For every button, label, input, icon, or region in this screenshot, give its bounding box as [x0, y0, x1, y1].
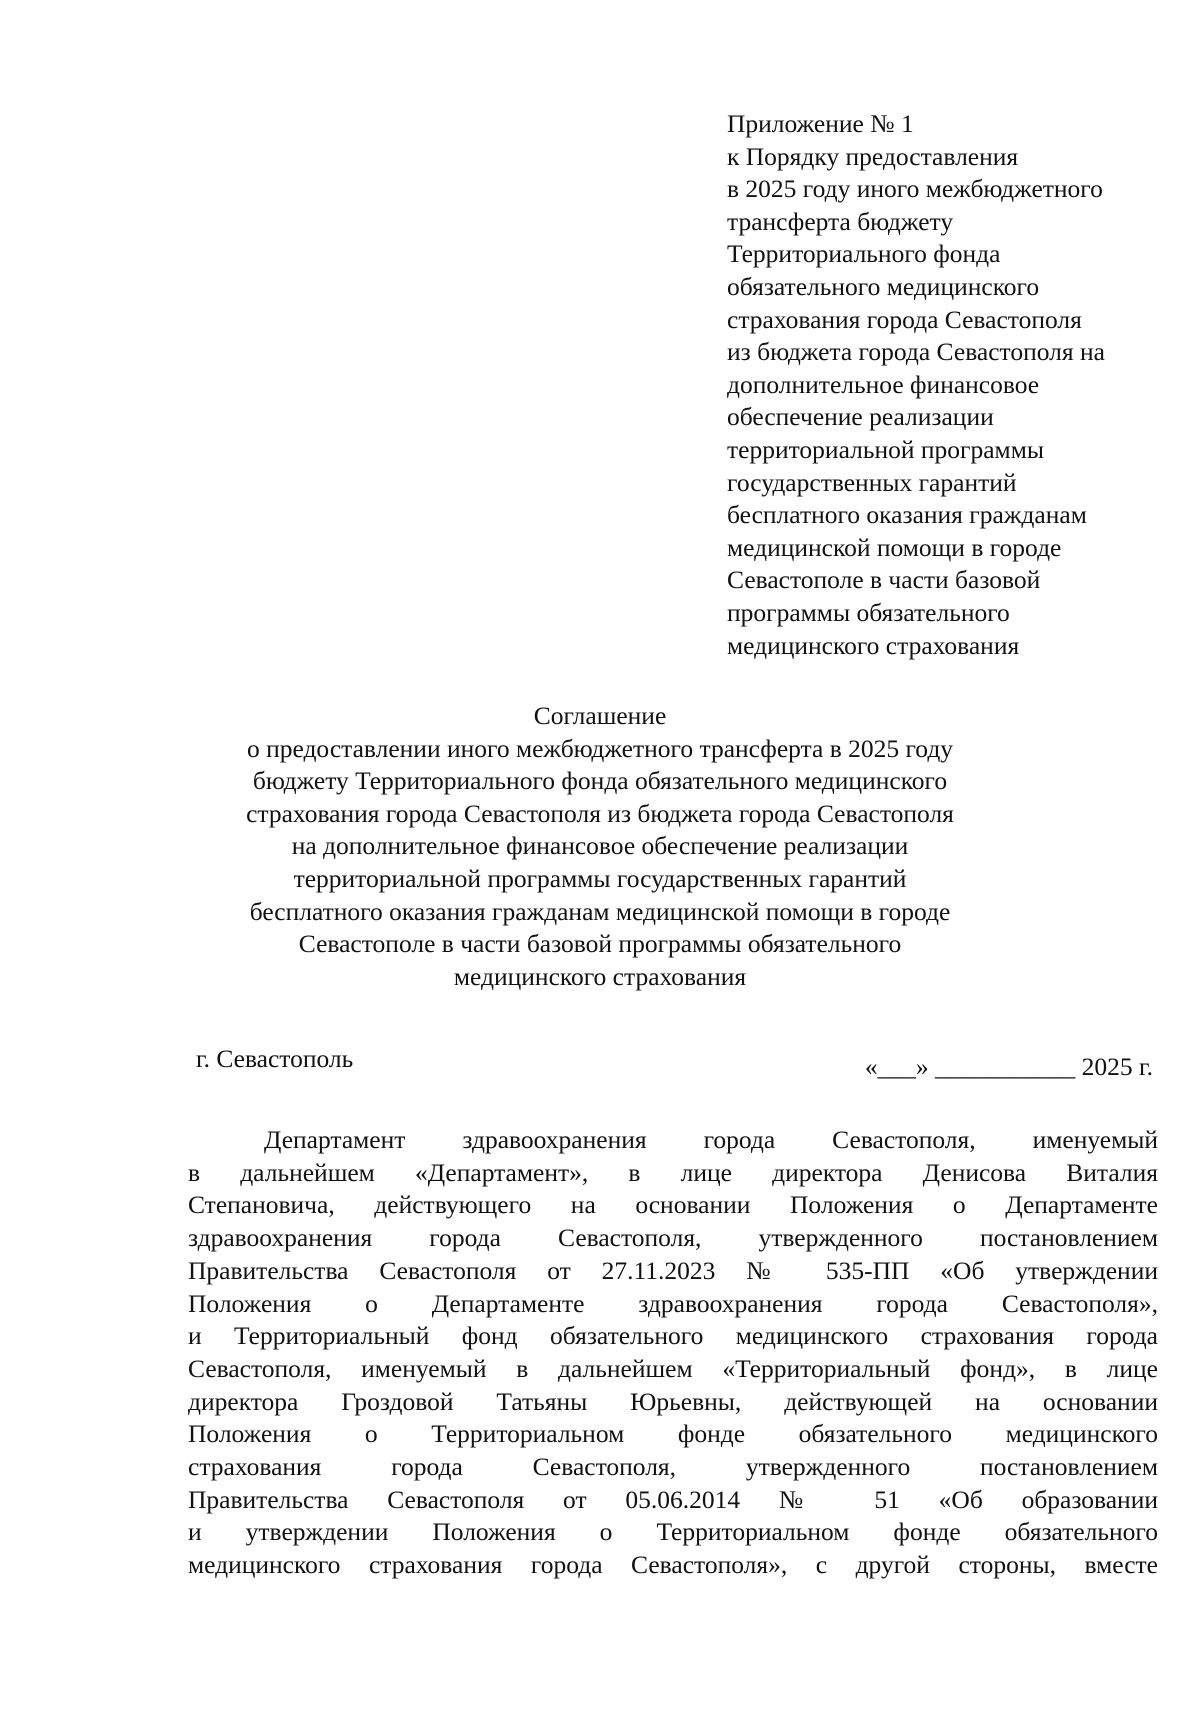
appendix-line: медицинского страхования — [727, 630, 1020, 660]
paragraph-line: страхования города Севастополя, утвержденного постановлением — [188, 1452, 1158, 1482]
paragraph-line: Степановича, действующего на основании Положения о Департаменте — [188, 1190, 1158, 1220]
appendix-line: государственных гарантий — [727, 467, 1017, 497]
paragraph-line: Положения о Департаменте здравоохранения города Севастополя», — [188, 1288, 1158, 1318]
appendix-line: трансферта бюджету — [727, 206, 954, 236]
appendix-header — [727, 108, 1167, 662]
appendix-line: дополнительное финансовое — [727, 369, 1040, 399]
appendix-line: к Порядку предоставления — [727, 141, 1019, 171]
paragraph-line: Положения о Территориальном фонде обязательного медицинского — [188, 1419, 1158, 1449]
paragraph-line: Севастополя, именуемый в дальнейшем «Территориальный фонд», в лице — [188, 1353, 1158, 1383]
agreement-title-line: Севастополе в части базовой программы обязательного — [298, 929, 902, 959]
paragraph-line: Правительства Севастополя от 27.11.2023 № 535-ПП «Об утверждении — [188, 1255, 1158, 1285]
appendix-line: Приложение № 1 — [727, 109, 914, 138]
paragraph-line: и утверждении Положения о Территориальном фонде обязательного — [188, 1517, 1158, 1547]
appendix-line: программы обязательного — [727, 597, 1010, 627]
appendix-line: из бюджета города Севастополя на — [727, 337, 1105, 367]
paragraph-line: Правительства Севастополя от 05.06.2014 № 51 «Об образовании — [188, 1484, 1158, 1514]
appendix-line: в 2025 году иного межбюджетного — [727, 174, 1103, 204]
paragraph-line: здравоохранения города Севастополя, утвержденного постановлением — [188, 1223, 1158, 1253]
paragraph-line: и Территориальный фонд обязательного медицинского страхования города — [188, 1321, 1158, 1351]
agreement-title-line: страхования города Севастополя из бюджета города Севастополя — [246, 798, 954, 828]
appendix-line: Территориального фонда — [727, 239, 1001, 269]
place-of-signing: г. Севастополь — [196, 1044, 354, 1073]
signing-date: «___» ___________ 2025 г. — [864, 1052, 1153, 1081]
body-paragraph — [188, 1124, 1158, 1582]
appendix-line: медицинской помощи в городе — [727, 532, 1062, 562]
agreement-title-line: медицинского страхования — [453, 961, 747, 991]
appendix-line: обеспечение реализации — [727, 402, 994, 432]
agreement-title — [160, 700, 1040, 993]
paragraph-line: Департамент здравоохранения города Севастополя, именуемый — [264, 1125, 1158, 1154]
agreement-title-line: бюджету Территориального фонда обязательного медицинского — [252, 766, 948, 796]
paragraph-line: директора Гроздовой Татьяны Юрьевны, действующей на основании — [188, 1386, 1158, 1416]
paragraph-line: в дальнейшем «Департамент», в лице директора Денисова Виталия — [188, 1157, 1158, 1187]
agreement-title-line: Соглашение — [533, 701, 667, 730]
paragraph-line: медицинского страхования города Севастополя», с другой стороны, вместе — [188, 1550, 1158, 1580]
appendix-line: страхования города Севастополя — [727, 304, 1082, 334]
agreement-title-line: на дополнительное финансовое обеспечение реализации — [291, 831, 909, 861]
agreement-title-line: о предоставлении иного межбюджетного трансферта в 2025 году — [246, 733, 954, 763]
appendix-line: территориальной программы — [727, 434, 1044, 464]
appendix-line: бесплатного оказания гражданам — [727, 500, 1087, 530]
appendix-line: Севастополе в части базовой — [727, 565, 1041, 595]
agreement-title-line: бесплатного оказания гражданам медицинской помощи в городе — [249, 896, 951, 926]
agreement-title-line: территориальной программы государственных гарантий — [293, 863, 907, 893]
appendix-line: обязательного медицинского — [727, 271, 1040, 301]
